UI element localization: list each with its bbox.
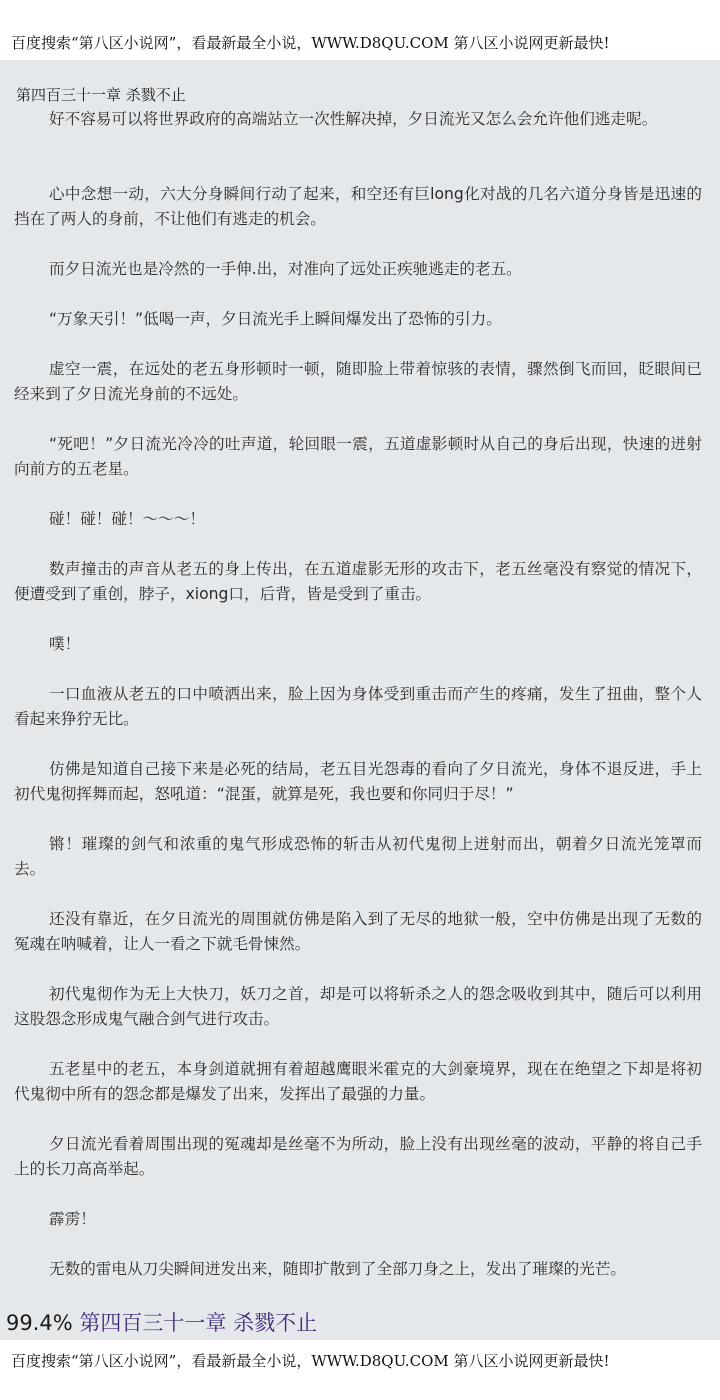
reading-area[interactable] (0, 60, 720, 1340)
chapter-title: 第四百三十一章 杀戮不止 (16, 86, 186, 104)
paragraph: “万象天引！”低喝一声，夕日流光手上瞬间爆发出了恐怖的引力。 (49, 310, 502, 328)
top-ad-banner[interactable] (0, 26, 720, 60)
paragraph: 好不容易可以将世界政府的高端站立一次性解决掉，夕日流光又怎么会允许他们逃走呢。 (49, 110, 658, 128)
paragraph: 五老星中的老五，本身剑道就拥有着超越鹰眼米霍克的大剑豪境界，现在在绝望之下却是将初代鬼彻中所有的怨念都是爆发了出来，发挥出了最强的力量。 (14, 1060, 702, 1103)
paragraph: 噗！ (49, 635, 81, 653)
paragraph: 碰！碰！碰！～～～！ (49, 510, 205, 528)
paragraph: 霹雳！ (49, 1210, 96, 1228)
reading-progress (6, 1308, 317, 1338)
paragraph: 夕日流光看着周围出现的冤魂却是丝毫不为所动，脸上没有出现丝毫的波动，平静的将自己手上的长刀高高举起。 (14, 1135, 702, 1178)
paragraph: 锵！璀璨的剑气和浓重的鬼气形成恐怖的斩击从初代鬼彻上迸射而出，朝着夕日流光笼罩而去。 (14, 835, 702, 878)
paragraph: 虚空一震，在远处的老五身形顿时一顿，随即脸上带着惊骇的表情，骤然倒飞而回，眨眼间已经来到了夕日流光身前的不远处。 (14, 360, 702, 403)
paragraph: 无数的雷电从刀尖瞬间迸发出来，随即扩散到了全部刀身之上，发出了璀璨的光芒。 (49, 1260, 626, 1278)
paragraph: 数声撞击的声音从老五的身上传出，在五道虚影无形的攻击下，老五丝毫没有察觉的情况下，便遭受到了重创，脖子，xiong口，后背，皆是受到了重击。 (14, 560, 702, 603)
paragraph: 仿佛是知道自己接下来是必死的结局，老五目光怨毒的看向了夕日流光，身体不退反进，手上初代鬼彻挥舞而起，怒吼道：“混蛋，就算是死，我也要和你同归于尽！” (14, 760, 702, 803)
progress-percent: 99.4% (6, 1311, 73, 1335)
paragraph: 心中念想一动，六大分身瞬间行动了起来，和空还有巨long化对战的几名六道分身皆是迅速的挡在了两人的身前，不让他们有逃走的机会。 (14, 185, 702, 228)
bottom-banner-text: 百度搜索“第八区小说网”，看最新最全小说，WWW.D8QU.COM 第八区小说网更新最快! (11, 1352, 610, 1370)
paragraph: 而夕日流光也是冷然的一手伸.出，对准向了远处正疾驰逃走的老五。 (49, 260, 522, 278)
top-banner-text: 百度搜索“第八区小说网”，看最新最全小说，WWW.D8QU.COM 第八区小说网更新最快! (11, 34, 610, 52)
paragraph: 初代鬼彻作为无上大快刀，妖刀之首，却是可以将斩杀之人的怨念吸收到其中，随后可以利用这股怨念形成鬼气融合剑气进行攻击。 (14, 985, 702, 1028)
paragraph: “死吧！”夕日流光冷冷的吐声道，轮回眼一震，五道虚影顿时从自己的身后出现，快速的迸射向前方的五老星。 (14, 435, 702, 478)
bottom-ad-banner[interactable] (0, 1344, 720, 1378)
paragraph: 一口血液从老五的口中喷洒出来，脸上因为身体受到重击而产生的疼痛，发生了扭曲，整个人看起来狰狞无比。 (14, 685, 702, 728)
paragraph: 还没有靠近，在夕日流光的周围就仿佛是陷入到了无尽的地狱一般，空中仿佛是出现了无数的冤魂在呐喊着，让人一看之下就毛骨悚然。 (14, 910, 702, 953)
progress-chapter-title: 第四百三十一章 杀戮不止 (79, 1311, 318, 1335)
